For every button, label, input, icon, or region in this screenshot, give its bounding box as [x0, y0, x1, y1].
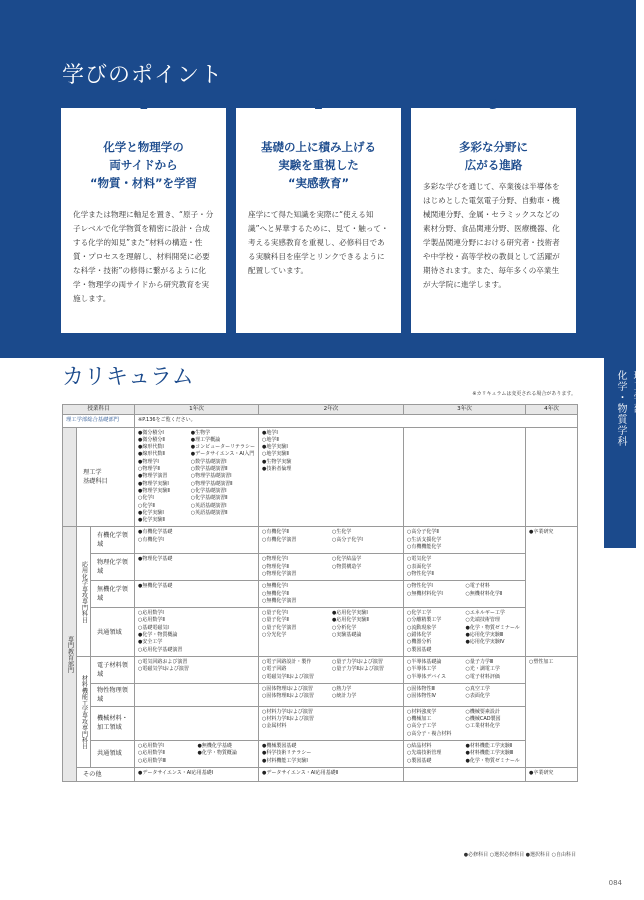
chem-label: 応用化学専攻専門科目 — [77, 527, 91, 656]
point-number: 1 — [138, 98, 149, 113]
curriculum-title: カリキュラム — [62, 365, 194, 390]
course-item: ○物質構造学 — [332, 563, 362, 570]
course-item: ●応用化学実験Ⅰ — [332, 610, 368, 617]
course-item: ●無機化学基礎 — [197, 742, 232, 749]
list-basic-b — [191, 430, 255, 525]
course-item: ●微分積分Ⅰ — [138, 429, 164, 436]
point-body: 多彩な学びを通じて、卒業後は半導体をはじめとした電気電子分野、自動車・機械関連分野、金属・セラミックスなどの素材分野、食品関連分野、医療機器、化学製品関連分野における研究者・技術者や中学校・高等学校の教員として活躍が期待されます。また、毎年多くの卒業生が大学院に進学します。 — [423, 182, 560, 289]
course-item: ○量子力学Ⅱおよび演習 — [332, 666, 384, 673]
course-item: ○量子化学Ⅰ — [262, 610, 288, 617]
col-year3: 3年次 — [404, 405, 526, 415]
course-item: ○有機化学Ⅰ — [138, 536, 164, 543]
course-item: ○無機化学Ⅰ — [262, 583, 288, 590]
course-item: ○真空工学 — [465, 685, 490, 692]
page-number: 084 — [608, 879, 622, 887]
points-title: 学びのポイント — [62, 63, 224, 88]
course-item: ○物性化学Ⅱ — [407, 570, 434, 577]
course-item: ○半導体デバイス — [407, 673, 447, 680]
course-item: ○半導体工学 — [407, 666, 437, 673]
col-year4: 4年次 — [526, 405, 578, 415]
points-section — [0, 0, 636, 358]
point-number: 2 — [313, 98, 324, 113]
course-item: ○量子化学Ⅱ — [262, 617, 289, 624]
row-label: 機械材料・加工領域 — [91, 706, 135, 740]
table-row — [63, 415, 578, 427]
course-item: ●線形代数Ⅰ — [138, 444, 164, 451]
course-item: ○塑性加工 — [529, 658, 554, 665]
department-label: 理工学部 化学・物質学科 — [615, 370, 642, 447]
course-item: ●化学実験Ⅰ — [138, 509, 164, 516]
curriculum-note: ※カリキュラムは変更される場合があります。 — [472, 391, 576, 397]
course-item: ●地学実験Ⅰ — [262, 444, 288, 451]
point-heading: 基礎の上に積み上げる 実験を重視した “実感教育” — [261, 140, 376, 190]
course-item: ○応用数学Ⅰ — [138, 610, 164, 617]
course-item: ●線形代数Ⅱ — [138, 451, 165, 458]
course-item: ○化学工学 — [407, 610, 432, 617]
course-item: ●安全工学 — [138, 639, 163, 646]
course-item: ○有機機能化学 — [407, 544, 442, 551]
table-row — [63, 427, 578, 527]
course-item: ○物理化学Ⅱ — [262, 563, 289, 570]
basic-label: 理工学 基礎科目 — [77, 427, 135, 527]
course-item: ○高分子・複合材料 — [407, 730, 452, 737]
basic-year1 — [135, 427, 259, 527]
course-item: ○流動現象学 — [407, 624, 437, 631]
course-item: ○数学基礎演習Ⅱ — [190, 466, 228, 473]
row-label: 無機化学領域 — [91, 581, 135, 608]
common-note: ※P.136をご覧ください。 — [135, 415, 578, 427]
course-item: ○分光化学 — [262, 632, 287, 639]
course-item: ○工業材料化学 — [465, 723, 500, 730]
table-row — [63, 554, 578, 581]
row-label: 物理化学領域 — [91, 554, 135, 581]
course-item: ●機械製図基礎 — [262, 742, 297, 749]
point-card-2 — [236, 98, 401, 333]
course-item: ○固体物理Ⅱおよび演習 — [262, 693, 314, 700]
point-heading: 化学と物理学の 両サイドから “物質・材料”を学習 — [89, 140, 198, 190]
course-item: ●卒業研究 — [529, 769, 554, 776]
course-item: ○高分子工学 — [407, 723, 437, 730]
course-item: ○機械CAD製図 — [465, 716, 501, 723]
course-item: ●物理学演習 — [138, 473, 168, 480]
course-item: ○有機化学Ⅱ — [262, 529, 289, 536]
curriculum-table — [62, 404, 578, 782]
course-item: ○製図基礎 — [407, 646, 432, 653]
course-item: ○固体物理Ⅰおよび演習 — [262, 685, 313, 692]
spec-label: 専門教育部門 — [63, 527, 77, 781]
course-item: ○エネルギー工学 — [465, 610, 505, 617]
course-item: ○物理学基礎演習Ⅱ — [190, 480, 233, 487]
course-item: ●理工学概論 — [190, 436, 221, 443]
course-item: ○電子回路設計・製作 — [262, 658, 312, 665]
course-item: ○電磁気学Ⅰおよび演習 — [138, 666, 189, 673]
course-item: ●科学技術リテラシー — [262, 750, 312, 757]
course-item: ●有機化学基礎 — [138, 529, 173, 536]
course-item: ●地学Ⅰ — [262, 429, 278, 436]
point-card-3 — [411, 98, 576, 333]
course-item: ○応用数学Ⅲ — [138, 757, 166, 764]
course-item: ○化学結晶学 — [332, 556, 362, 563]
course-item: ○物性化学Ⅰ — [407, 583, 433, 590]
course-item: ○地学実験Ⅱ — [262, 451, 289, 458]
course-item: ●生物学 — [190, 429, 211, 436]
course-item: ○応用数学Ⅰ — [138, 742, 164, 749]
row-label: 電子材料領域 — [91, 656, 135, 683]
course-item: ●化学・物質概論 — [138, 632, 178, 639]
course-item: ●データサイエンス・AI入門 — [190, 451, 255, 458]
course-item: ○機器分析 — [407, 639, 432, 646]
course-item: ○電子材料 — [465, 583, 490, 590]
course-item: ●コンピューターリテラシー — [190, 444, 256, 451]
course-item: ○分析化学 — [332, 624, 357, 631]
course-item: ○化学Ⅱ — [138, 502, 155, 509]
course-item: ○生化学 — [332, 529, 352, 536]
course-item: ○電子材料評価 — [465, 673, 500, 680]
course-item: ○応用数学Ⅱ — [138, 617, 165, 624]
course-item: ○電気回路および演習 — [138, 658, 188, 665]
course-item: ○無機化学演習 — [262, 597, 297, 604]
course-item: ●物理化学基礎 — [138, 556, 173, 563]
course-item: ●無機化学基礎 — [138, 583, 173, 590]
other-label: その他 — [77, 767, 135, 781]
course-item: ●材料機能工学実験Ⅰ — [262, 757, 308, 764]
table-row — [63, 767, 578, 781]
course-item: ○電気化学 — [407, 556, 432, 563]
other-year2: ●データサイエンス・AI応用基礎Ⅱ — [259, 767, 404, 781]
course-item: ●卒業研究 — [529, 529, 554, 536]
course-item: ○半導体基礎論 — [407, 658, 442, 665]
mat-label: 材料機能工学専攻専門科目 — [77, 656, 91, 767]
course-item: ○応用数学Ⅱ — [138, 750, 165, 757]
course-item: ○化学基礎演習Ⅰ — [190, 487, 227, 494]
course-item: ○統計力学 — [332, 693, 357, 700]
course-item: ○量子化学演習 — [262, 624, 297, 631]
course-item: ●化学・物質ゼミナール — [465, 757, 520, 764]
course-item: ○高分子化学Ⅱ — [407, 529, 439, 536]
point-body: 座学にて得た知識を実際に“使える知識”へと昇華するために、見て・触って・考える実感教育を重視し、必修科目である実験科目を座学とリンクできるように配置しています。 — [248, 210, 389, 275]
course-item: ○電子回路 — [262, 666, 287, 673]
course-item: ○無機化学Ⅱ — [262, 590, 289, 597]
col-subject: 授業科目 — [63, 405, 135, 415]
course-item: ○製図基礎 — [407, 757, 432, 764]
course-item: ○錯体化学 — [407, 632, 432, 639]
course-item: ●応用化学実験Ⅳ — [465, 639, 505, 646]
course-item: ○機械加工 — [407, 716, 432, 723]
course-item: ○地学Ⅱ — [262, 436, 279, 443]
course-item: ○先端技術管理 — [465, 617, 500, 624]
course-item: ○化学基礎演習Ⅱ — [190, 495, 228, 502]
course-item: ○生活支援化学 — [407, 536, 442, 543]
row-label: 物性物理領域 — [91, 683, 135, 706]
course-item: ○金属材料 — [262, 723, 287, 730]
table-row — [63, 608, 578, 657]
course-item: ●材料機能工学実験Ⅱ — [465, 742, 513, 749]
course-item: ○量子力学Ⅰおよび演習 — [332, 658, 383, 665]
department-side-tab — [604, 358, 642, 548]
col-year2: 2年次 — [259, 405, 404, 415]
course-item: ○材料力学Ⅰおよび演習 — [262, 708, 313, 715]
basic-year2 — [259, 427, 404, 527]
row-label: 共通領域 — [91, 740, 135, 767]
course-item: ○熱力学 — [332, 685, 352, 692]
course-item: ●技術者倫理 — [262, 466, 292, 473]
course-item: ○量子力学Ⅲ — [465, 658, 494, 665]
course-item: ○無機材料化学Ⅰ — [407, 590, 443, 597]
course-item: ●化学・物質概論 — [197, 750, 237, 757]
course-item: ○電磁気学Ⅱおよび演習 — [262, 673, 314, 680]
course-item: ○分離精製工学 — [407, 617, 442, 624]
course-item: ○有機化学演習 — [262, 536, 297, 543]
table-row — [63, 527, 578, 554]
course-item: ○固体物性Ⅳ — [407, 693, 437, 700]
point-body: 化学または物理に軸足を置き、“原子・分子レベルで化学物質を精密に設計・合成する化学的知見”また“材料の構造・性質・プロセスを理解し、材料開発に必要な科学・技術”の修得に繋がるように化学・物理学の両サイドから研究教育を実施します。 — [73, 210, 214, 303]
point-heading: 多彩な分野に 広がる進路 — [459, 140, 528, 172]
course-item: ●応用化学実験Ⅱ — [332, 617, 369, 624]
course-item: ○材料強度学 — [407, 708, 437, 715]
list-basic-a — [138, 430, 189, 525]
table-row — [63, 581, 578, 608]
course-item: ○物理化学演習 — [262, 570, 297, 577]
course-item: ○物理学Ⅱ — [138, 466, 160, 473]
table-header-row — [63, 405, 578, 415]
course-item: ○英語基礎演習Ⅱ — [190, 509, 228, 516]
legend: ●必修科目 ○選択必修科目 ●選択科目 ○自由科目 — [463, 852, 576, 858]
course-item: ○実験基礎論 — [332, 632, 362, 639]
table-row — [63, 740, 578, 767]
row-label: 有機化学領域 — [91, 527, 135, 554]
table-row — [63, 706, 578, 740]
course-item: ○表面化学 — [407, 563, 432, 570]
point-card-1 — [61, 98, 226, 333]
course-item: ○機械要素設計 — [465, 708, 500, 715]
course-item: ●生物学実験 — [262, 458, 292, 465]
other-year1: ●データサイエンス・AI応用基礎Ⅰ — [135, 767, 259, 781]
point-number: 3 — [488, 98, 499, 113]
course-item: ●材料機能工学実験Ⅲ — [465, 750, 514, 757]
course-item: ○材料力学Ⅱおよび演習 — [262, 716, 314, 723]
col-year1: 1年次 — [135, 405, 259, 415]
course-item: ○光・調電工学 — [465, 666, 500, 673]
course-item: ●応用化学実験Ⅲ — [465, 632, 504, 639]
course-item: ○結晶材料 — [407, 742, 432, 749]
table-row — [63, 683, 578, 706]
course-item: ●物理学Ⅰ — [138, 458, 159, 465]
course-item: ●化学実験Ⅱ — [138, 517, 165, 524]
course-item: ○化学Ⅰ — [138, 495, 154, 502]
course-item: ●物理学実験Ⅱ — [138, 487, 170, 494]
common-label: 理工学部総合基礎部門 — [63, 415, 135, 427]
course-item: ●化学・物質ゼミナール — [465, 624, 520, 631]
course-item: ○物理化学Ⅰ — [262, 556, 288, 563]
course-item: ●物理学実験Ⅰ — [138, 480, 169, 487]
course-item: ○応用化学基礎演習 — [138, 646, 183, 653]
course-item: ○無機材料化学Ⅱ — [465, 590, 503, 597]
course-item: ○数学基礎演習Ⅰ — [190, 458, 227, 465]
course-item: ○固体物性Ⅲ — [407, 685, 435, 692]
row-label: 共通領域 — [91, 608, 135, 657]
table-row — [63, 656, 578, 683]
course-item: ○表面化学 — [465, 693, 490, 700]
course-item: ○英語基礎演習Ⅰ — [190, 502, 227, 509]
course-item: ○先端技術管理 — [407, 750, 442, 757]
course-item: ●微分積分Ⅱ — [138, 436, 165, 443]
course-item: ○高分子化学Ⅰ — [332, 536, 363, 543]
course-item: ○物理学基礎演習Ⅰ — [190, 473, 232, 480]
course-item: ○基礎電磁気Ⅰ — [138, 624, 169, 631]
